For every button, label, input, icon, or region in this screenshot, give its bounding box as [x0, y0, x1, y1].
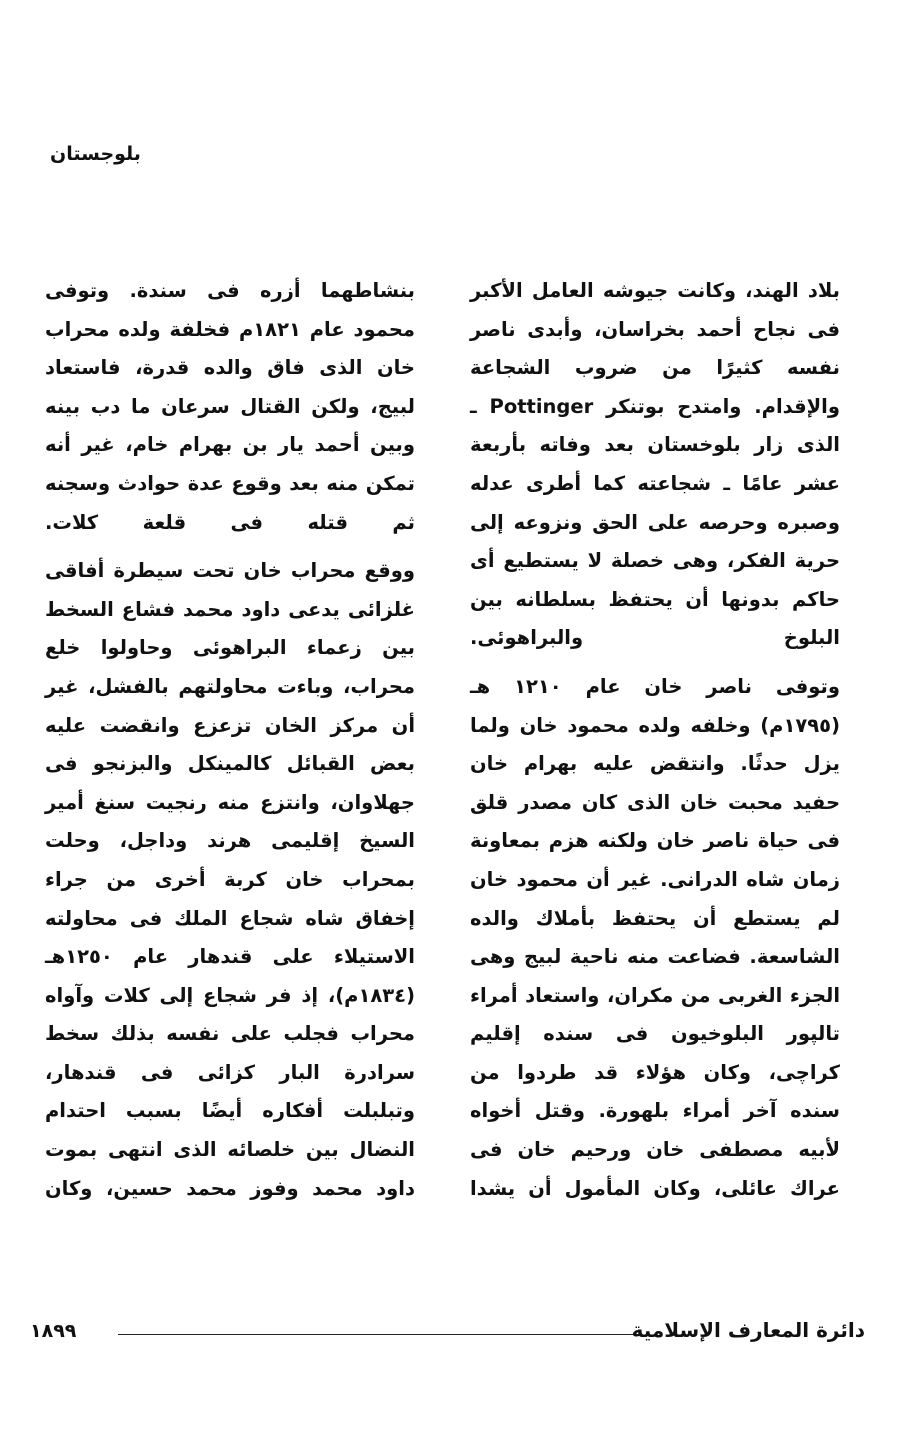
- right-column: [470, 272, 840, 1208]
- paragraph: بنشاطهما أزره فى سندة. وتوفى محمود عام ١٨٢١م فخلفة ولده محراب خان الذى فاق والده قدرة، فاستعاد لبيج، ولكن القتال سرعان ما دب بينه وبين أحمد يار بن بهرام خام، غير أنه تمكن منه بعد وقوع عدة حوادث وسجنه ثم قتله فى قلعة كلات.: [45, 279, 415, 534]
- left-column: [45, 272, 415, 1208]
- paragraph: ووقع محراب خان تحت سيطرة أفاقى غلزائى يدعى داود محمد فشاع السخط بين زعماء البراهوئى وحاولوا خلع محراب، وباءت محاولتهم بالفشل، غير أن مركز الخان تزعزع وانقضت عليه بعض القبائل كالمينكل والبزنجو فى جهلاوان، وانتزع منه رنجيت سنغ أمير السيخ إقليمى هرند وداجل، وحلت بمحراب خان كربة أخرى من جراء إخفاق شاه شجاع الملك فى محاولته الاستيلاء على قندهار عام ١٢٥٠هـ (١٨٣٤م)، إذ فر شجاع إلى كلات وآواه محراب فجلب على نفسه بذلك سخط سرادرة البار كزائى فى قندهار، وتبلبلت أفكاره أيضًا بسبب احتدام النضال بين خلصائه الذى انتهى بموت داود محمد وفوز محمد حسين، وكان: [45, 559, 415, 1200]
- page-number: ١٨٩٩: [30, 1320, 77, 1342]
- paragraph: بلاد الهند، وكانت جيوشه العامل الأكبر فى نجاح أحمد بخراسان، وأبدى ناصر نفسه كثيرًا من ضروب الشجاعة والإقدام. وامتدح بوتنكر Pottinger ـ الذى زار بلوخستان بعد وفاته بأربعة عشر عامًا ـ شجاعته كما أطرى عدله وصبره وحرصه على الحق ونزوعه إلى حرية الفكر، وهى خصلة لا يستطيع أى حاكم بدونها أن يحتفظ بسلطانه بين البلوخ والبراهوئى.: [470, 279, 840, 650]
- running-title: بلوجستان: [50, 143, 141, 165]
- footer-rule: [118, 1334, 633, 1335]
- publication-title: دائرة المعارف الإسلامية: [631, 1318, 865, 1342]
- paragraph: وتوفى ناصر خان عام ١٢١٠ هـ (١٧٩٥م) وخلفه ولده محمود خان ولما يزل حدثًا. وانتقض عليه بهرام خان حفيد محبت خان الذى كان مصدر قلق فى حياة ناصر خان ولكنه هزم بمعاونة زمان شاه الدرانى. غير أن محمود خان لم يستطع أن يحتفظ بأملاك والده الشاسعة. فضاعت منه ناحية لبيج وهى الجزء الغربى من مكران، واستعاد أمراء تالپور البلوخيون فى سنده إقليم كراچى، وكان هؤلاء قد طردوا من سنده آخر أمراء بلهورة. وقتل أخواه لأبيه مصطفى خان ورحيم خان فى عراك عائلى، وكان المأمول أن يشدا: [470, 674, 840, 1200]
